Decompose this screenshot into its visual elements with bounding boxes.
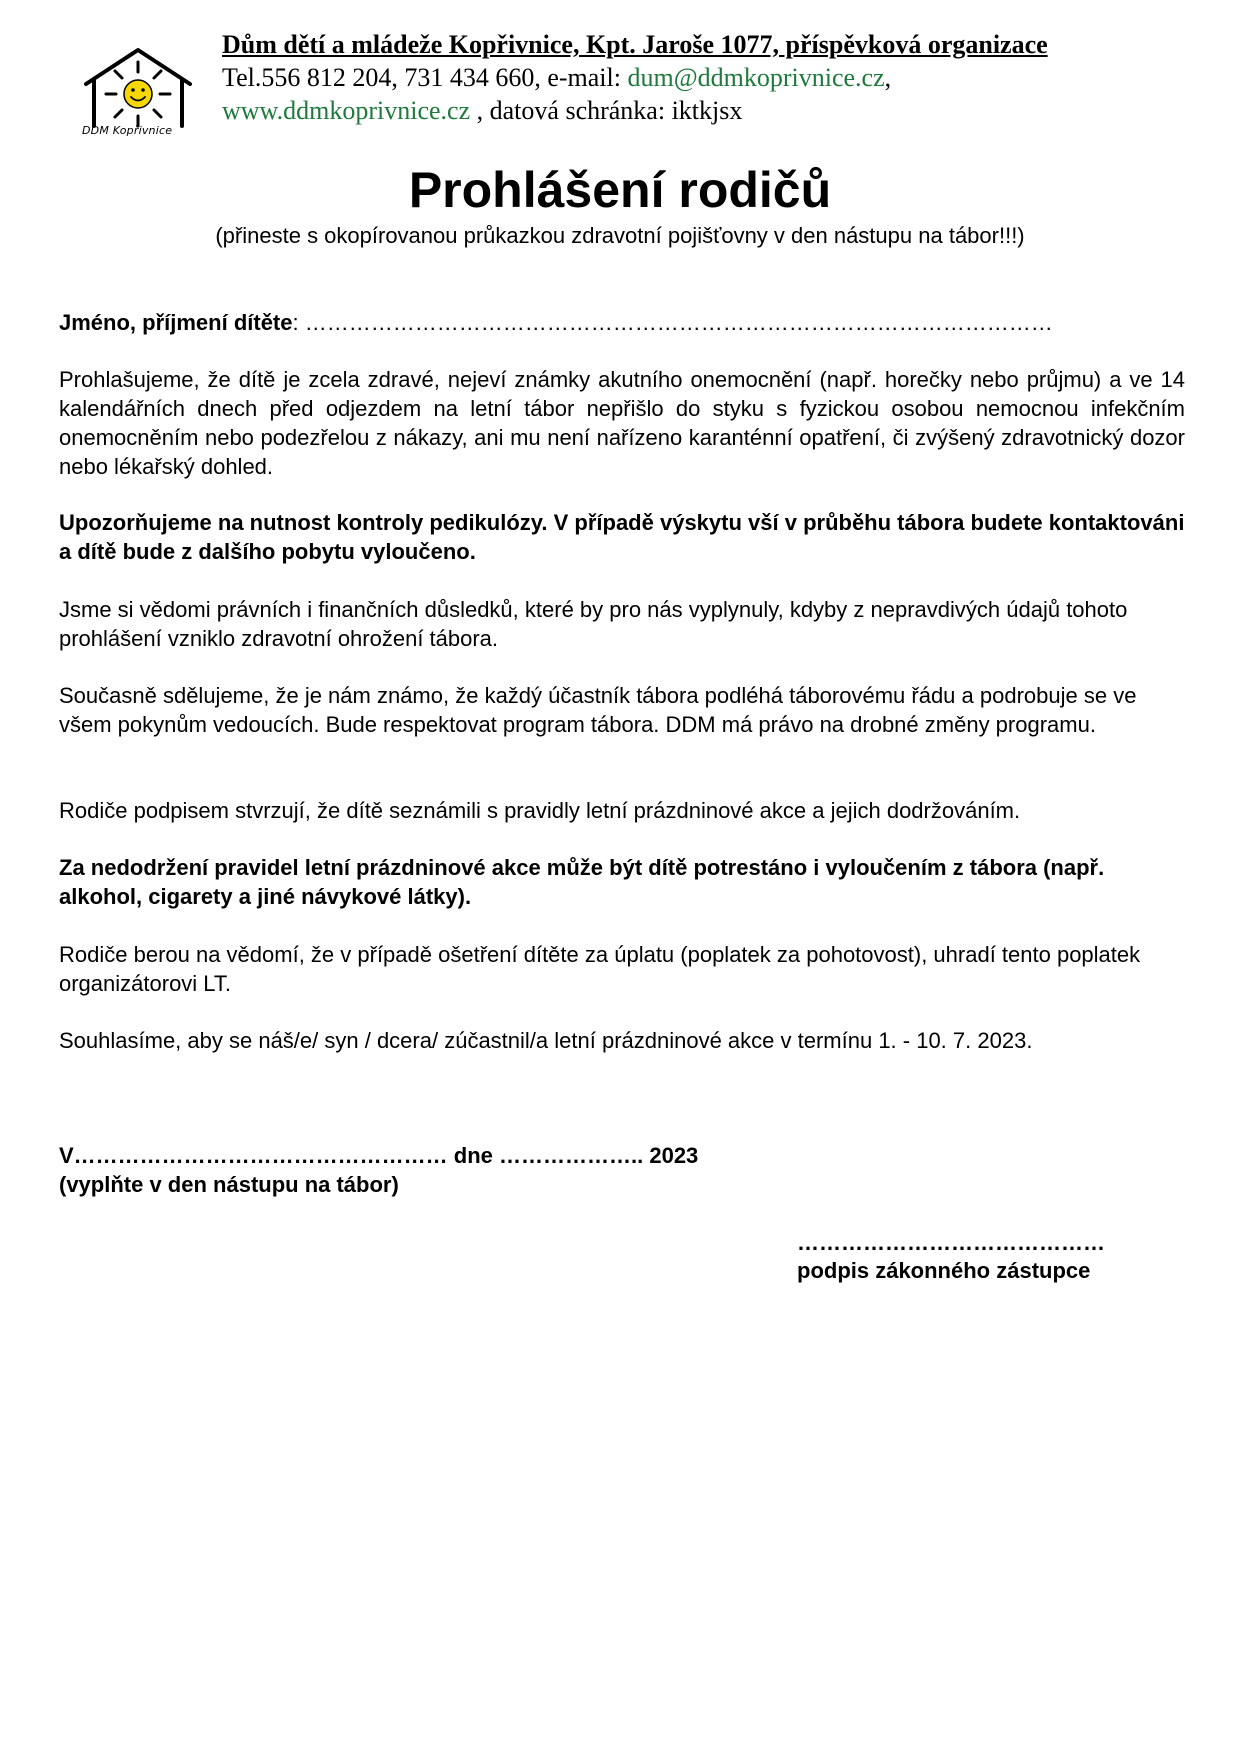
child-name-fill: : …………………………………………………………………………………………	[292, 310, 1053, 335]
databox-text: , datová schránka: iktkjsx	[470, 96, 743, 125]
organization-name: Dům dětí a mládeže Kopřivnice, Kpt. Jaroše 1077, příspěvková organizace	[222, 30, 1048, 59]
child-name-label: Jméno, příjmení dítěte	[59, 310, 293, 335]
contact-suffix: ,	[884, 63, 892, 92]
signature-field[interactable]: ……………………………………	[797, 1230, 1105, 1255]
place-date-field[interactable]: V…………………………………………… dne ……………….. 2023	[59, 1143, 699, 1168]
camp-rules-paragraph: Současně sdělujeme, že je nám známo, že každý účastník tábora podléhá táborovému řádu a podrobuje se ve všem pokynům vedoucích. Bude respektovat program tábora. DDM má právo na drobné změny programu.	[59, 683, 1137, 737]
pediculosis-warning-paragraph: Upozorňujeme na nutnost kontroly pedikulózy. V případě výskytu vší v průběhu tábora budete kontaktováni a dítě bude z dalšího pobytu vyloučeno.	[59, 510, 1185, 564]
contact-line	[222, 61, 1222, 94]
consent-paragraph: Souhlasíme, aby se náš/e/ syn / dcera/ zúčastnil/a letní prázdninové akce v termínu 1. - 10. 7. 2023.	[59, 1028, 1033, 1053]
website-link[interactable]: www.ddmkoprivnice.cz	[222, 96, 471, 125]
email-link[interactable]: dum@ddmkoprivnice.cz	[627, 63, 885, 92]
expulsion-warning-paragraph: Za nedodržení pravidel letní prázdninové akce může být dítě potrestáno i vyloučením z tábora (např. alkohol, cigarety a jiné návykové látky).	[59, 855, 1105, 909]
child-name-field[interactable]	[59, 308, 1185, 337]
document-title: Prohlášení rodičů	[408, 162, 832, 218]
website-line	[222, 94, 1222, 127]
legal-consequences-paragraph: Jsme si vědomi právních i finančních důsledků, které by pro nás vyplynuly, kdyby z nepravdivých údajů tohoto prohlášení vzniklo zdravotní ohrožení tábora.	[59, 597, 1128, 651]
signature-label: podpis zákonného zástupce	[797, 1258, 1091, 1283]
parents-confirmation-paragraph: Rodiče podpisem stvrzují, že dítě seznámili s pravidly letní prázdninové akce a jejich dodržováním.	[59, 798, 1021, 823]
document-subtitle: (přineste s okopírovanou průkazkou zdravotní pojišťovny v den nástupu na tábor!!!)	[215, 223, 1025, 248]
contact-phones: Tel.556 812 204, 731 434 660, e-mail:	[222, 63, 628, 92]
organization-header	[222, 28, 1222, 127]
health-declaration-paragraph: Prohlašujeme, že dítě je zcela zdravé, nejeví známky akutního onemocnění (např. horečky nebo průjmu) a ve 14 kalendářních dnech před odjezdem na letní tábor nepřišlo do styku s fyzickou osobou nemocnou infekčním onemocněním nebo podezřelou z nákazy, ani mu není nařízeno karanténní opatření, či zvýšený zdravotnický dozor nebo lékařský dohled.	[59, 367, 1185, 479]
place-date-note: (vyplňte v den nástupu na tábor)	[59, 1172, 399, 1197]
treatment-fee-paragraph: Rodiče berou na vědomí, že v případě ošetření dítěte za úplatu (poplatek za pohotovost), uhradí tento poplatek organizátorovi LT.	[59, 942, 1141, 996]
logo-caption: DDM Kopřivnice	[82, 124, 173, 137]
